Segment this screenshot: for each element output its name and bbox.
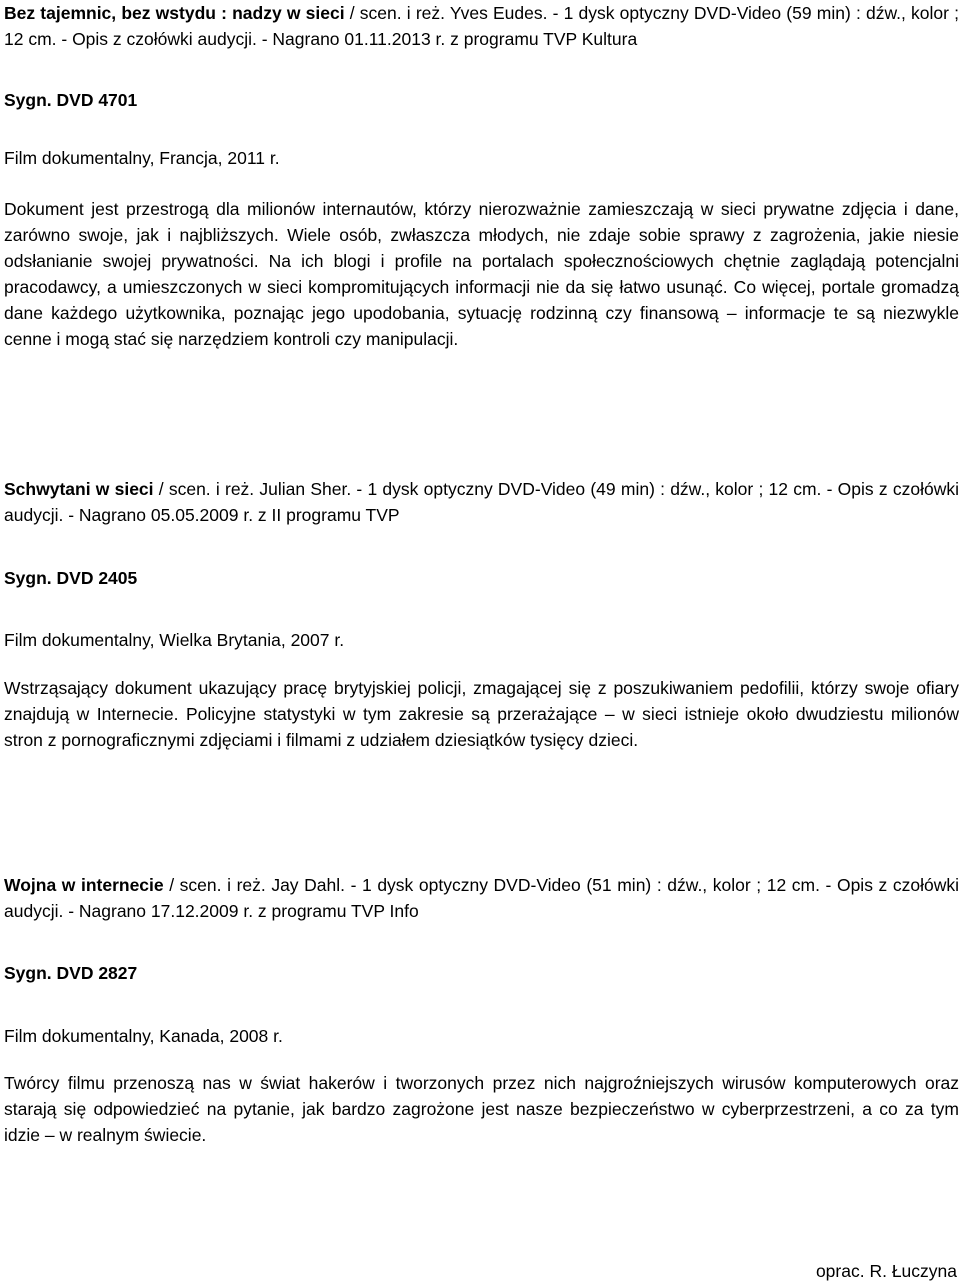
entry-responsibility: / scen. i reż. Jay Dahl. - 1 dysk optyczny DVD-Video (51 min) : dźw., kolor ; 12 cm. - Opis z czołówki audycji. - Nagrano 17.12.2009 r. z programu TVP Info — [4, 875, 959, 921]
entry-description: Twórcy filmu przenoszą nas w świat hakerów i tworzonych przez nich najgroźniejszych wirusów komputerowych oraz starają się odpowiedzieć na pytanie, jak bardzo zagrożone jest nasze bezpieczeństwo w cyberprzestrzeni, a co za tym idzie – w realnym świecie. — [4, 1073, 959, 1145]
entry-genre: Film dokumentalny, Kanada, 2008 r. — [4, 1026, 283, 1046]
entry-title: Bez tajemnic, bez wstydu : nadzy w sieci — [4, 3, 345, 23]
entry-signature: Sygn. DVD 2827 — [4, 963, 138, 983]
entry-description: Wstrząsający dokument ukazujący pracę brytyjskiej policji, zmagającej się z poszukiwaniem pedofilii, którzy swoje ofiary znajdują w Internecie. Policyjne statystyki w tym zakresie są przerażające – w sieci istnieje około dwudziestu milionów stron z pornograficznymi zdjęciami i filmami z udziałem dziesiątków tysięcy dzieci. — [4, 678, 959, 750]
compiled-by-note: oprac. R. Łuczyna — [815, 1261, 957, 1281]
entry-signature: Sygn. DVD 2405 — [4, 568, 138, 588]
entry-description: Dokument jest przestrogą dla milionów internautów, którzy nierozważnie zamieszczają w sieci prywatne zdjęcia i dane, zarówno swoje, jak i najbliższych. Wiele osób, zwłaszcza młodych, nie zdaje sobie sprawy z zagrożenia, jakie niesie odsłanianie swojej prywatności. Na ich blogi i profile na portalach społecznościowych chętnie zaglądają potencjalni pracodawcy, a umieszczonych w sieci kompromitujących informacji nie da się łatwo usunąć. Co więcej, portale gromadzą dane każdego użytkownika, poznając jego upodobania, sytuację rodzinną czy finansową – informacje te są niezwykle cenne i mogą stać się narzędziem kontroli czy manipulacji. — [4, 199, 959, 349]
entry-genre: Film dokumentalny, Francja, 2011 r. — [4, 148, 280, 168]
entry-title: Wojna w internecie — [4, 875, 164, 895]
entry-responsibility: / scen. i reż. Yves Eudes. - 1 dysk optyczny DVD-Video (59 min) : dźw., kolor ; 12 cm. - Opis z czołówki audycji. - Nagrano 01.11.2013 r. z programu TVP Kultura — [4, 3, 960, 49]
entry-signature: Sygn. DVD 4701 — [4, 90, 138, 110]
entry-headline — [4, 476, 959, 528]
entry-genre: Film dokumentalny, Wielka Brytania, 2007 r. — [4, 630, 345, 650]
entry-title: Schwytani w sieci — [4, 479, 154, 499]
entry-responsibility: / scen. i reż. Julian Sher. - 1 dysk optyczny DVD-Video (49 min) : dźw., kolor ; 12 cm. - Opis z czołówki audycji. - Nagrano 05.05.2009 r. z II programu TVP — [4, 479, 959, 525]
entry-headline — [4, 0, 959, 52]
entry-headline — [4, 872, 959, 924]
